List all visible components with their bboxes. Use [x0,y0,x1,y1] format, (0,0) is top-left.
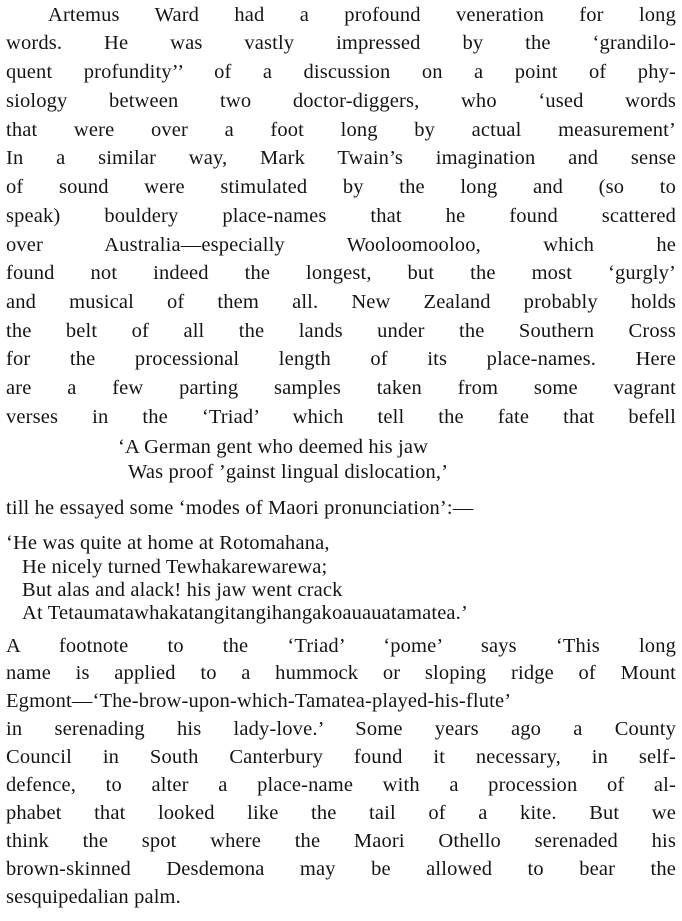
text-line: Egmont—‘The-brow-upon-which-Tamatea-played-his-flute’ [6,690,512,712]
verse-line: At Tetaumatawhakatangitangihangakoauauatamatea.’ [22,602,468,624]
text-line: found not indeed the longest, but the most ‘gurgly’ [6,262,676,284]
text-line: A footnote to the ‘Triad’ ‘pome’ says ‘This long [6,635,676,657]
text-line: are a few parting samples taken from some vagrant [6,377,676,399]
text-line: defence, to alter a place-name with a procession of al- [6,774,676,796]
verse-line: ‘He was quite at home at Rotomahana, [6,532,330,554]
verse-line: But alas and alack! his jaw went crack [22,579,343,601]
text-line: sesquipedalian palm. [6,886,181,908]
text-line: and musical of them all. New Zealand probably holds [6,291,676,313]
text-line: till he essayed some ‘modes of Maori pronunciation’:— [6,497,474,519]
text-line: phabet that looked like the tail of a kite. But we [6,802,676,824]
text-line: in serenading his lady-love.’ Some years ago a County [6,718,676,740]
text-line: of sound were stimulated by the long and (so to [6,176,676,198]
text-line: Artemus Ward had a profound veneration for long [48,4,676,26]
text-line: that were over a foot long by actual measurement’ [6,119,676,141]
text-line: quent profundity’’ of a discussion on a point of phy- [6,61,676,83]
quote-line: Was proof ’gainst lingual dislocation,’ [128,461,449,483]
text-line: over Australia—especially Wooloomooloo, which he [6,234,676,256]
text-line: the belt of all the lands under the Southern Cross [6,320,676,342]
text-line: siology between two doctor-diggers, who ‘used words [6,90,676,112]
quote-line: ‘A German gent who deemed his jaw [118,436,429,458]
text-line: speak) bouldery place-names that he found scattered [6,205,676,227]
text-line: for the processional length of its place-names. Here [6,348,676,370]
text-line: think the spot where the Maori Othello serenaded his [6,830,676,852]
text-line: In a similar way, Mark Twain’s imagination and sense [6,147,676,169]
text-line: name is applied to a hummock or sloping ridge of Mount [6,662,676,684]
text-line: Council in South Canterbury found it necessary, in self- [6,746,676,768]
verse-line: He nicely turned Tewhakarewarewa; [22,556,328,578]
text-line: brown-skinned Desdemona may be allowed to bear the [6,858,676,880]
text-line: verses in the ‘Triad’ which tell the fate that befell [6,406,676,428]
text-line: words. He was vastly impressed by the ‘grandilo- [6,32,676,54]
